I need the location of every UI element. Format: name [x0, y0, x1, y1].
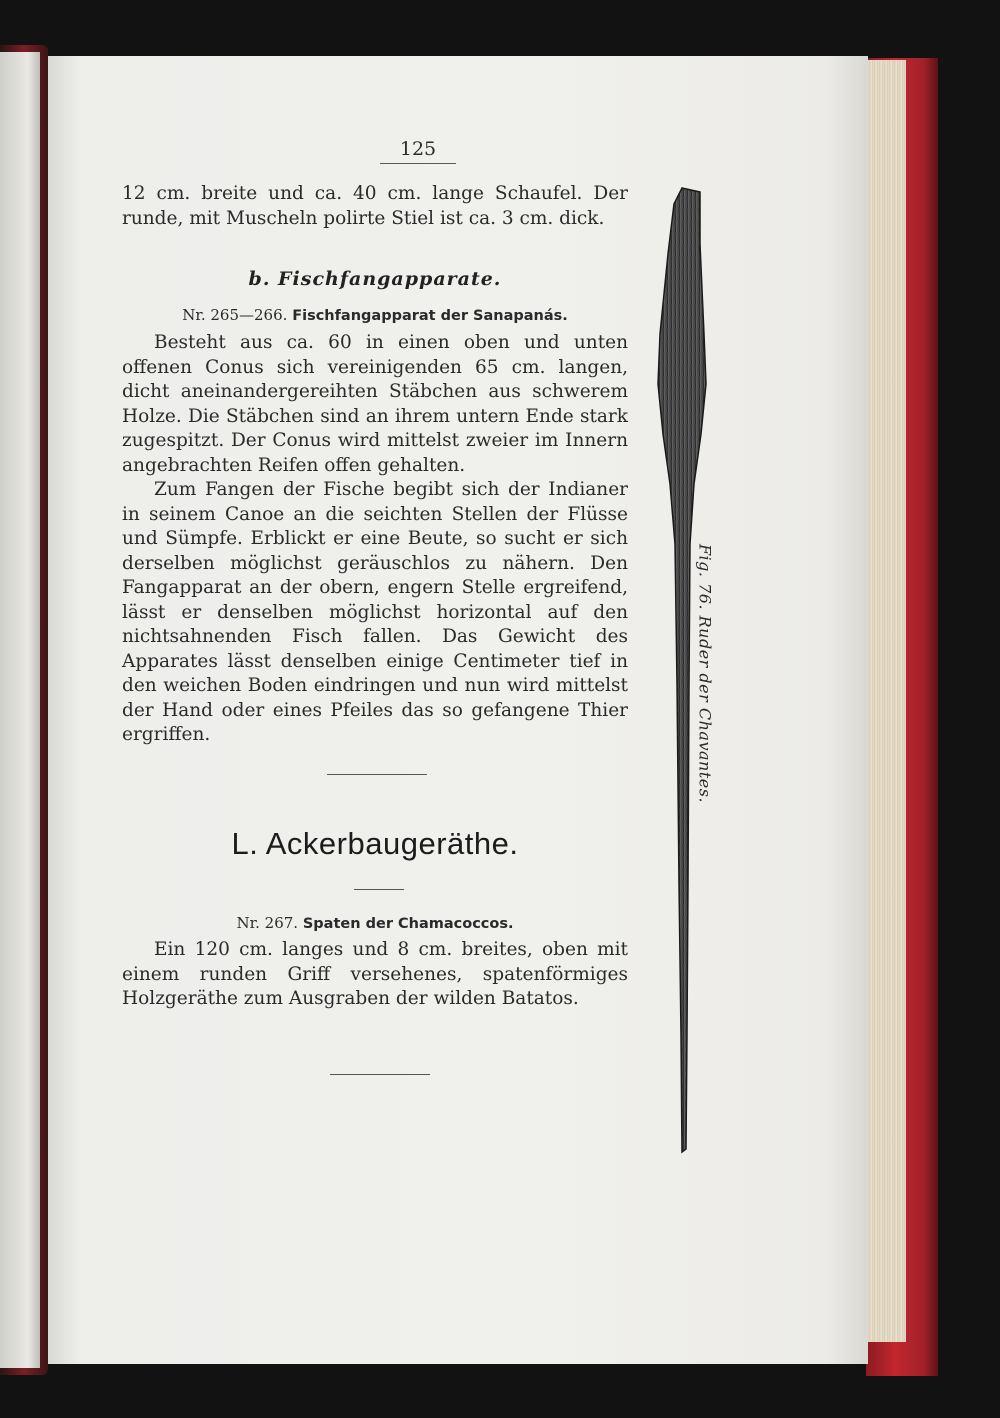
continued-paragraph: 12 cm. breite und ca. 40 cm. lange Schaufel. Der runde, mit Muscheln polirte Stiel ist ca. 3 cm. dick. [122, 183, 628, 229]
left-page-edge [0, 52, 40, 1368]
entry-267-body [122, 938, 628, 1012]
entry-265-body [122, 331, 628, 748]
page-number: 125 [399, 138, 437, 160]
entry-265-paragraph-2: Zum Fangen der Fische begibt sich der Indianer in seinem Canoe an die seichten Stellen der Flüsse und Sümpfe. Erblickt er eine Beute, so sucht er sich derselben möglichst geräuschlos zu nähern. Den Fangapparat an der obern, engern Stelle ergreifend, lässt er denselben möglichst horizontal auf den nichtsahnenden Fisch fallen. Das Gewicht des Apparates lässt denselben einige Centimeter tief in den weichen Boden eindringen und nun wird mittelst der Hand oder eines Pfeiles das so gefangene Thier ergriffen. [122, 479, 628, 745]
page-number-rule [380, 163, 456, 164]
entry-265-title: Fischfangapparat der Sanapanás. [292, 308, 568, 324]
subsection-heading: b. Fischfangapparate. [248, 268, 502, 290]
section-divider-bottom [330, 1074, 430, 1075]
entry-265-paragraph-1: Besteht aus ca. 60 in einen oben und unten offenen Conus sich vereinigenden 65 cm. langen, dicht aneinandergereihten Stäbchen aus schwerem Holze. Die Stäbchen sind an ihrem untern Ende stark zugespitzt. Der Conus wird mittelst zweier im Innern angebrachten Reifen offen gehalten. [122, 332, 628, 476]
section-title: L. Ackerbaugeräthe. [231, 826, 519, 861]
entry-267-number: Nr. 267. [236, 914, 299, 932]
section-divider-top [327, 774, 427, 775]
entry-265-heading [122, 306, 628, 324]
section-title-rule [354, 889, 404, 890]
entry-265-number: Nr. 265—266. [182, 306, 288, 324]
continued-text-block [122, 182, 628, 231]
entry-267-heading [122, 914, 628, 932]
entry-267-paragraph: Ein 120 cm. langes und 8 cm. breites, oben mit einem runden Griff versehenes, spatenförmiges Holzgeräthe zum Ausgraben der wilden Batatos. [122, 939, 628, 1009]
figure-caption: Fig. 76. Ruder der Chavantes. [695, 543, 715, 804]
entry-267-title: Spaten der Chamacoccos. [302, 916, 514, 932]
